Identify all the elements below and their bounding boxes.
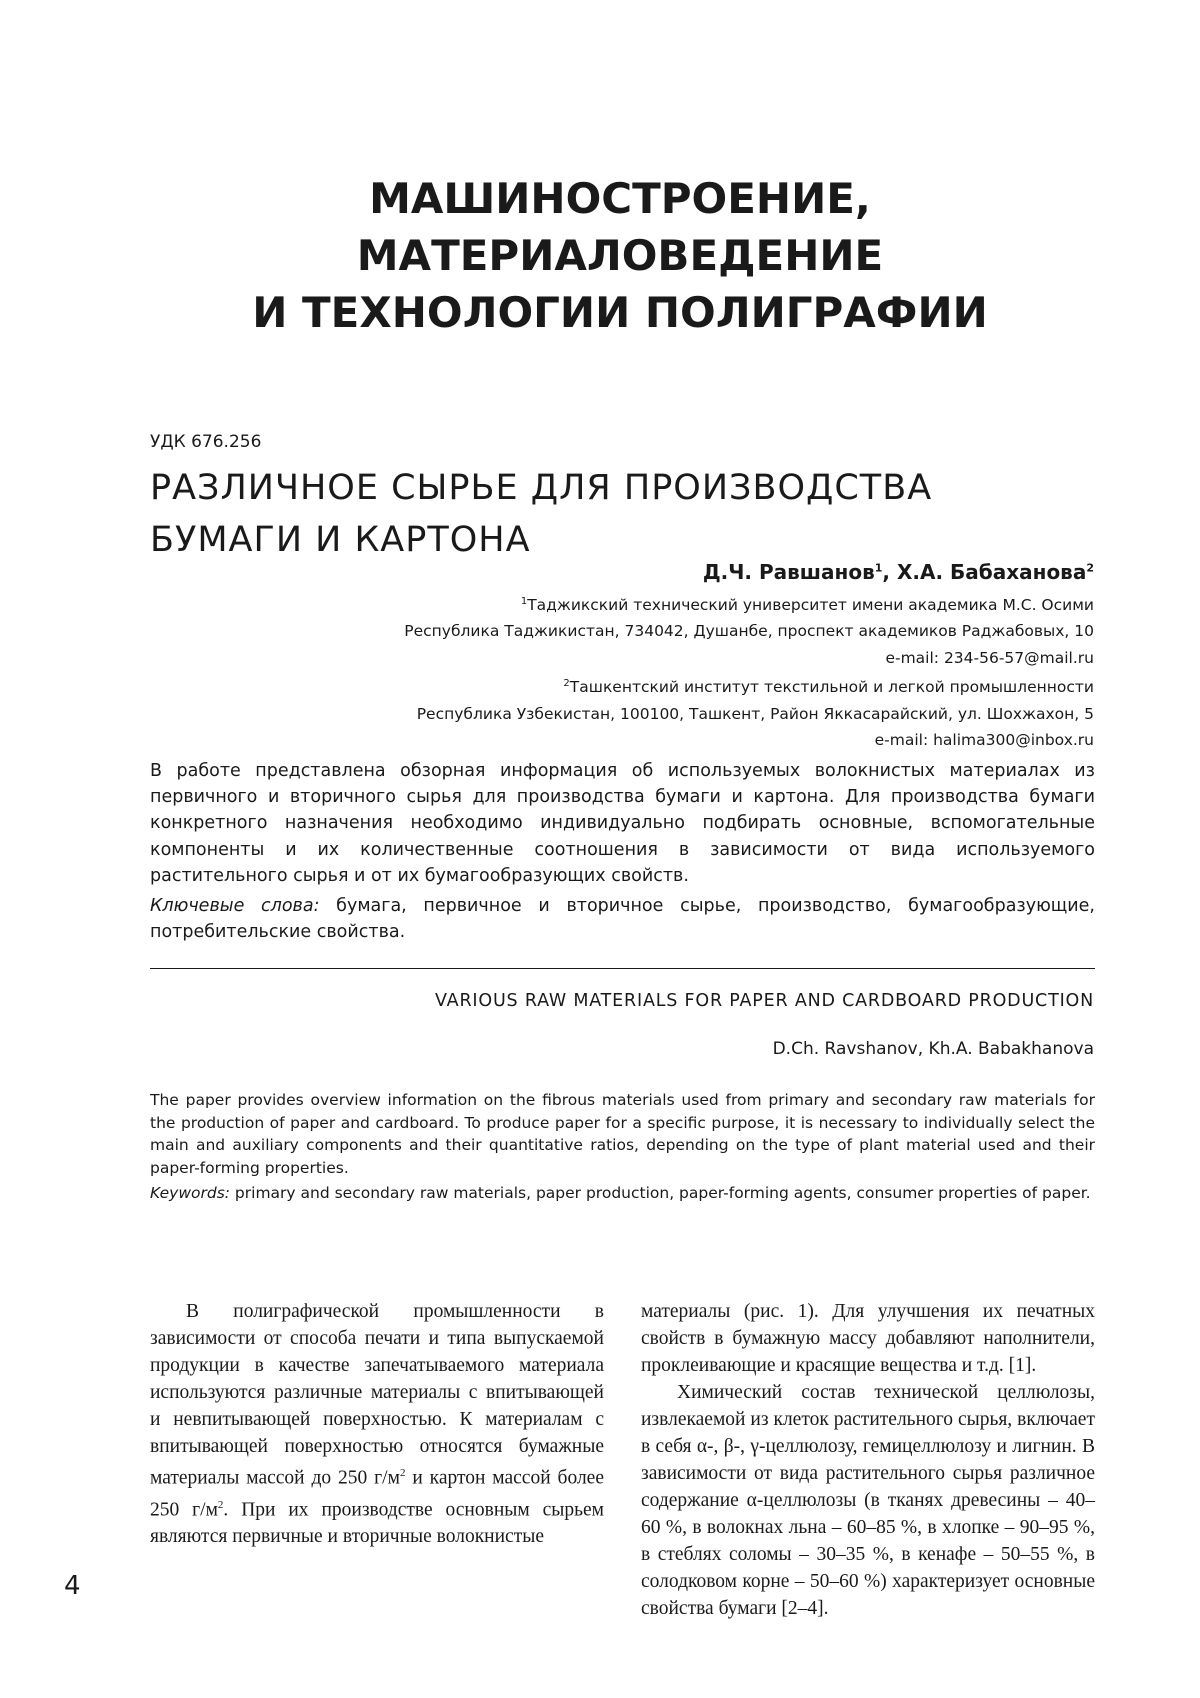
section-divider [150, 968, 1095, 969]
body-paragraph: Химический состав технической целлюлозы, извлекаемой из клеток растительного сырья, включает в себя α-, β-, γ-целлюлозу, гемицеллюлозу и лигнин. В зависимости от вида растительного сырья различное содержание α-целлюлозы (в тканях древесины – 40–60 %, в волокнах льна – 60–85 %, в хлопке – 90–95 %, в стеблях соломы – 30–35 %, в кенафе – 50–55 %, в солодковом корне – 50–60 %) характеризует основные свойства бумаги [2–4]. [641, 1382, 1095, 1619]
keywords-label: Ключевые слова: [150, 896, 320, 917]
body-column-left [150, 1298, 604, 1550]
abstract-russian [150, 758, 1095, 945]
affiliation-mark: 1 [874, 561, 883, 575]
english-title: VARIOUS RAW MATERIALS FOR PAPER AND CARDBOARD PRODUCTION [435, 991, 1094, 1011]
udk-code: УДК 676.256 [150, 432, 262, 452]
keywords-label: Keywords: [150, 1184, 230, 1202]
section-heading-line: МАШИНОСТРОЕНИЕ, [369, 174, 871, 223]
affiliation-email: e-mail: 234-56-57@mail.ru [885, 648, 1094, 667]
body-paragraph-continued: материалы (рис. 1). Для улучшения их печатных свойств в бумажную массу добавляют наполнители, проклеивающие и красящие вещества и т.д. [1]. [641, 1301, 1095, 1376]
article-title [150, 462, 1110, 566]
affiliation-name: $^2$Ташкентский институт текстильной и легкой промышленности [563, 678, 1094, 697]
section-heading-line: МАТЕРИАЛОВЕДЕНИЕ [356, 231, 884, 280]
keywords-text: бумага, первичное и вторичное сырье, производство, бумагообразующие, потребительские свойства. [150, 896, 1095, 943]
affiliation-mark: 2 [563, 678, 570, 690]
abstract-english [150, 1089, 1095, 1205]
abstract-text: The paper provides overview information on the fibrous materials used from primary and secondary raw materials for the production of paper and cardboard. To produce paper for a specific purpose, it is necessary to individually select the main and auxiliary components and their quantitative ratios, depending on the type of plant material used and their paper-forming properties. [150, 1091, 1095, 1177]
abstract-text: В работе представлена обзорная информация об используемых волокнистых материалах из первичного и вторичного сырья для производства бумаги и картона. Для производства бумаги конкретного назначения необходимо индивидуально подбирать основные, вспомогательные компоненты и их количественные соотношения в зависимости от вида используемого растительного сырья и от их бумагообразующих свойств. [150, 761, 1095, 886]
english-authors: D.Ch. Ravshanov, Kh.A. Babakhanova [772, 1039, 1094, 1059]
body-column-right [641, 1298, 1095, 1622]
keywords-russian [150, 893, 1095, 945]
page-number: 4 [64, 1571, 81, 1601]
keywords-text: primary and secondary raw materials, paper production, paper-forming agents, consumer properties of paper. [230, 1184, 1091, 1202]
superscript: 2 [217, 1498, 224, 1511]
authors-line [703, 560, 1094, 584]
affiliation-mark: 2 [1086, 561, 1094, 575]
affiliation-email: e-mail: halima300@inbox.ru [874, 730, 1094, 749]
affiliations-block [404, 589, 1094, 753]
affiliation-address: Республика Таджикистан, 734042, Душанбе, проспект академиков Раджабовых, 10 [404, 622, 1094, 641]
body-paragraph: В полиграфической промышленности в зависимости от способа печати и типа выпускаемой продукции в качестве запечатываемого материала используются различные материалы с впитывающей и невпитывающей поверхностью. К материалам с впитывающей поверхностью относятся бумажные материалы массой до 250 $г/м^2$ и картон массой более 250 $г/м^2$. При их производстве основным сырьем являются первичные и вторичные волокнистые [150, 1301, 604, 1547]
superscript: 2 [399, 1467, 406, 1479]
article-title-line: БУМАГИ И КАРТОНА [150, 520, 531, 560]
affiliation-address: Республика Узбекистан, 100100, Ташкент, Район Яккасарайский, ул. Шохжахон, 5 [416, 704, 1094, 723]
author-separator: , [882, 560, 897, 584]
section-heading-line: И ТЕХНОЛОГИИ ПОЛИГРАФИИ [252, 288, 988, 337]
section-heading [0, 170, 1200, 341]
article-title-line: РАЗЛИЧНОЕ СЫРЬЕ ДЛЯ ПРОИЗВОДСТВА [150, 468, 933, 508]
affiliation-mark: 1 [520, 596, 528, 607]
keywords-english [150, 1182, 1095, 1205]
author-name: Д.Ч. Равшанов [702, 560, 875, 584]
affiliation-name: $^1$Таджикский технический университет имени академика М.С. Осими [520, 596, 1094, 615]
author-name: Х.А. Бабаханова [896, 560, 1087, 584]
